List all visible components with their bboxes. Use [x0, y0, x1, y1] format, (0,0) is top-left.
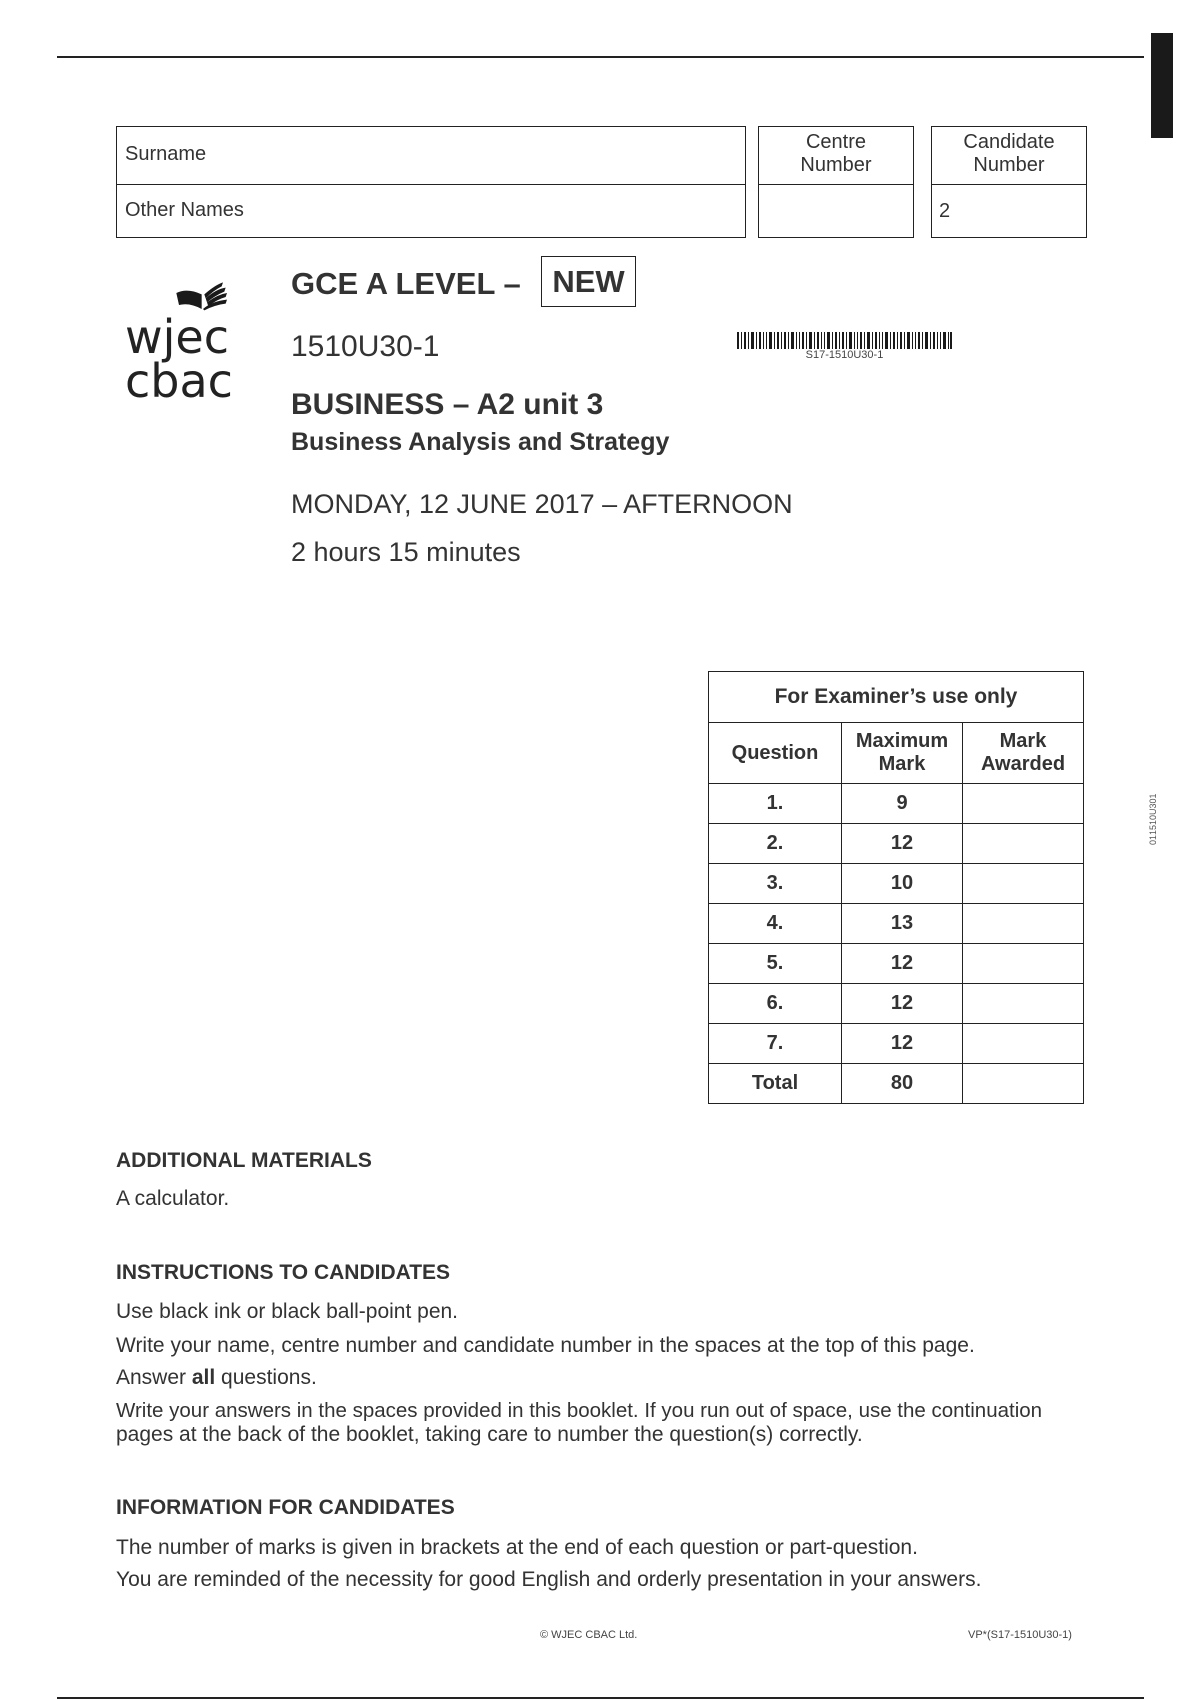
logo-text-wjec: wjec: [125, 310, 229, 364]
barcode-label: S17-1510U30-1: [805, 349, 884, 361]
candidate-number-field[interactable]: [931, 184, 1087, 238]
examiner-table-caption: For Examiner’s use only: [709, 672, 1084, 723]
question-number: 7.: [709, 1024, 842, 1064]
instruction-line-answer-all: [116, 1366, 317, 1390]
centre-label-line1: Centre: [805, 131, 867, 153]
maximum-mark: 12: [842, 824, 963, 864]
barcode-icon: [737, 332, 952, 349]
exam-level: GCE A LEVEL –: [291, 266, 521, 301]
centre-number-label: [758, 131, 914, 177]
max-header-line2: Mark: [878, 753, 926, 775]
column-header-question: Question: [709, 723, 842, 784]
copyright-notice: © WJEC CBAC Ltd.: [540, 1629, 638, 1641]
centre-number-field[interactable]: [758, 184, 914, 238]
candidate-label-line2: Number: [973, 154, 1045, 176]
answer-bold: all: [191, 1366, 216, 1389]
candidate-label-line1: Candidate: [963, 131, 1055, 153]
side-code-line1: 1510U301: [1148, 793, 1158, 835]
instruction-line: Write your answers in the spaces provided in this booklet. If you run out of space, use the continuation: [116, 1399, 1043, 1422]
side-code-line2: 01: [1148, 834, 1158, 845]
question-number: 6.: [709, 984, 842, 1024]
mark-awarded-cell[interactable]: [963, 904, 1084, 944]
surname-field[interactable]: [116, 126, 746, 185]
candidate-number-value: 2: [939, 200, 951, 222]
total-awarded-cell[interactable]: [963, 1064, 1084, 1104]
paper-code: 1510U30-1: [291, 330, 440, 363]
table-row: [709, 944, 1084, 984]
instruction-line: pages at the back of the booklet, taking care to number the question(s) correctly.: [116, 1423, 863, 1446]
centre-label-line2: Number: [800, 154, 872, 176]
paper-reference: VP*(S17-1510U30-1): [968, 1629, 1072, 1641]
question-number: 4.: [709, 904, 842, 944]
instruction-line: Use black ink or black ball-point pen.: [116, 1300, 459, 1323]
mark-awarded-cell[interactable]: [963, 984, 1084, 1024]
table-row: [709, 1024, 1084, 1064]
mark-awarded-cell[interactable]: [963, 784, 1084, 824]
mark-awarded-cell[interactable]: [963, 864, 1084, 904]
question-number: 5.: [709, 944, 842, 984]
page-edge-marker: [1151, 33, 1173, 138]
awarded-header-line1: Mark: [999, 730, 1047, 752]
exam-date: MONDAY, 12 JUNE 2017 – AFTERNOON: [291, 489, 793, 519]
additional-materials-heading: ADDITIONAL MATERIALS: [116, 1149, 372, 1172]
answer-post: questions.: [215, 1366, 317, 1389]
additional-materials-text: A calculator.: [116, 1187, 230, 1210]
side-paper-code: [1148, 785, 1178, 845]
mark-awarded-cell[interactable]: [963, 944, 1084, 984]
instruction-line: Write your name, centre number and candidate number in the spaces at the top of this page.: [116, 1334, 975, 1357]
logo-text-cbac: cbac: [125, 354, 233, 408]
total-maximum-mark: 80: [842, 1064, 963, 1104]
column-header-mark-awarded: [963, 723, 1084, 784]
maximum-mark: 9: [842, 784, 963, 824]
new-badge: NEW: [541, 256, 636, 307]
table-row: [709, 904, 1084, 944]
information-line: The number of marks is given in brackets at the end of each question or part-question.: [116, 1536, 918, 1559]
mark-awarded-cell[interactable]: [963, 1024, 1084, 1064]
awarded-header-line2: Awarded: [980, 753, 1066, 775]
top-rule: [57, 56, 1144, 58]
max-header-line1: Maximum: [855, 730, 949, 752]
instructions-heading: INSTRUCTIONS TO CANDIDATES: [116, 1261, 451, 1284]
maximum-mark: 12: [842, 944, 963, 984]
maximum-mark: 10: [842, 864, 963, 904]
table-row: [709, 824, 1084, 864]
question-number: 3.: [709, 864, 842, 904]
table-row: [709, 864, 1084, 904]
other-names-label: Other Names: [125, 199, 244, 221]
table-total-row: [709, 1064, 1084, 1104]
bottom-rule: [57, 1697, 1144, 1699]
information-heading: INFORMATION FOR CANDIDATES: [116, 1496, 455, 1519]
unit-title: Business Analysis and Strategy: [291, 428, 670, 456]
subject-title: BUSINESS – A2 unit 3: [291, 388, 604, 421]
maximum-mark: 12: [842, 1024, 963, 1064]
maximum-mark: 12: [842, 984, 963, 1024]
surname-label: Surname: [125, 143, 207, 165]
table-row: [709, 984, 1084, 1024]
mark-awarded-cell[interactable]: [963, 824, 1084, 864]
question-number: 1.: [709, 784, 842, 824]
question-number: 2.: [709, 824, 842, 864]
total-label: Total: [709, 1064, 842, 1104]
information-line: You are reminded of the necessity for good English and orderly presentation in your answers.: [116, 1568, 982, 1591]
table-row: [709, 784, 1084, 824]
answer-pre: Answer: [116, 1366, 192, 1389]
maximum-mark: 13: [842, 904, 963, 944]
examiner-marks-table: [708, 671, 1084, 1104]
candidate-number-label: [931, 131, 1087, 177]
column-header-maximum-mark: [842, 723, 963, 784]
exam-duration: 2 hours 15 minutes: [291, 537, 521, 567]
